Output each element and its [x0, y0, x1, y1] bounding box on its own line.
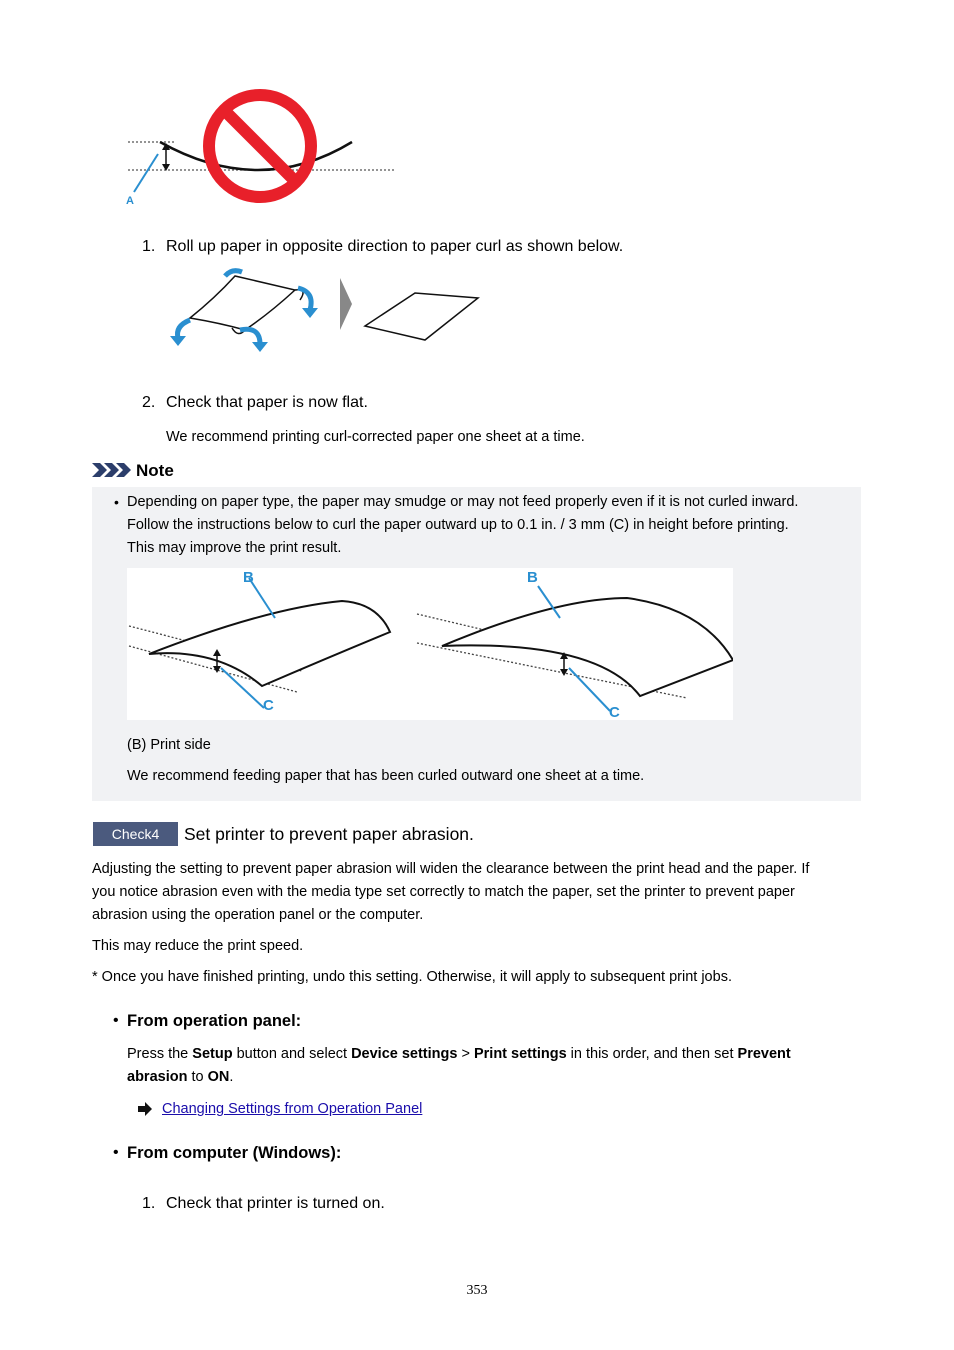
- op-text-4: in this order, and then set: [566, 1046, 738, 1062]
- recommend-text: We recommend printing curl-corrected paper one sheet at a time.: [166, 429, 585, 445]
- step-2-text: Check that paper is now flat.: [166, 394, 368, 411]
- check4-para2: This may reduce the print speed.: [92, 938, 304, 954]
- op-bold-abrasion: abrasion: [127, 1069, 188, 1085]
- op-bold-setup: Setup: [192, 1046, 233, 1062]
- note-chevrons-icon: [92, 461, 132, 479]
- note-bullet: •: [114, 494, 119, 510]
- curl-label-a: A: [126, 195, 134, 207]
- note-label-c-left: C: [263, 697, 274, 714]
- computer-bullet: •: [113, 1144, 119, 1161]
- check4-para1-line3: abrasion using the operation panel or the computer.: [92, 907, 424, 923]
- step-1-number: 1.: [142, 238, 156, 255]
- step-2-number: 2.: [142, 394, 156, 411]
- note-label-c-right: C: [609, 704, 620, 720]
- check4-para1-line2: you notice abrasion even with the media type set correctly to match the paper, set the printer to prevent paper: [92, 884, 795, 900]
- computer-heading: From computer (Windows):: [127, 1144, 342, 1162]
- check4-badge: Check4: [93, 822, 178, 846]
- op-text-5: to: [187, 1069, 208, 1085]
- note-label-b-left: B: [243, 569, 254, 586]
- op-bold-prevent: Prevent: [737, 1046, 791, 1062]
- op-bold-print-settings: Print settings: [473, 1046, 567, 1062]
- page-number: 353: [466, 1283, 488, 1298]
- check4-heading: Set printer to prevent paper abrasion.: [184, 824, 474, 844]
- note-caption: (B) Print side: [127, 737, 211, 753]
- note-label-b-right: B: [527, 569, 538, 586]
- check4-para1-line1: Adjusting the setting to prevent paper abrasion will widen the clearance between the print head and the paper. If: [92, 861, 810, 877]
- op-text-3: >: [457, 1046, 474, 1062]
- step-1-text: Roll up paper in opposite direction to paper curl as shown below.: [166, 238, 624, 255]
- op-text-2: button and select: [232, 1046, 352, 1062]
- op-bold-on: ON: [207, 1069, 230, 1085]
- op-bold-device-settings: Device settings: [351, 1046, 458, 1062]
- computer-step-text: Check that printer is turned on.: [166, 1195, 385, 1212]
- op-panel-heading: From operation panel:: [127, 1012, 302, 1030]
- note-line-1: Depending on paper type, the paper may smudge or may not feed properly even if it is not curled inward.: [127, 494, 799, 510]
- outward-curl-figure: [127, 568, 733, 720]
- roll-paper-figure: [160, 268, 490, 358]
- note-line-3: This may improve the print result.: [127, 540, 342, 556]
- op-panel-instruction: [127, 1043, 847, 1089]
- computer-step-number: 1.: [142, 1195, 156, 1212]
- note-line-2: Follow the instructions below to curl the paper outward up to 0.1 in. / 3 mm (C) in height before printing.: [127, 517, 789, 533]
- check4-para3: * Once you have finished printing, undo this setting. Otherwise, it will apply to subsequent print jobs.: [92, 969, 732, 985]
- note-footer: We recommend feeding paper that has been curled outward one sheet at a time.: [127, 768, 645, 784]
- link-arrow-icon: [137, 1102, 153, 1116]
- changing-settings-link[interactable]: Changing Settings from Operation Panel: [162, 1101, 423, 1117]
- curl-prohibited-figure: [120, 88, 410, 210]
- op-text-1: Press the: [127, 1046, 193, 1062]
- op-text-6: .: [229, 1069, 234, 1085]
- note-title: Note: [136, 461, 174, 480]
- op-panel-bullet: •: [113, 1012, 119, 1029]
